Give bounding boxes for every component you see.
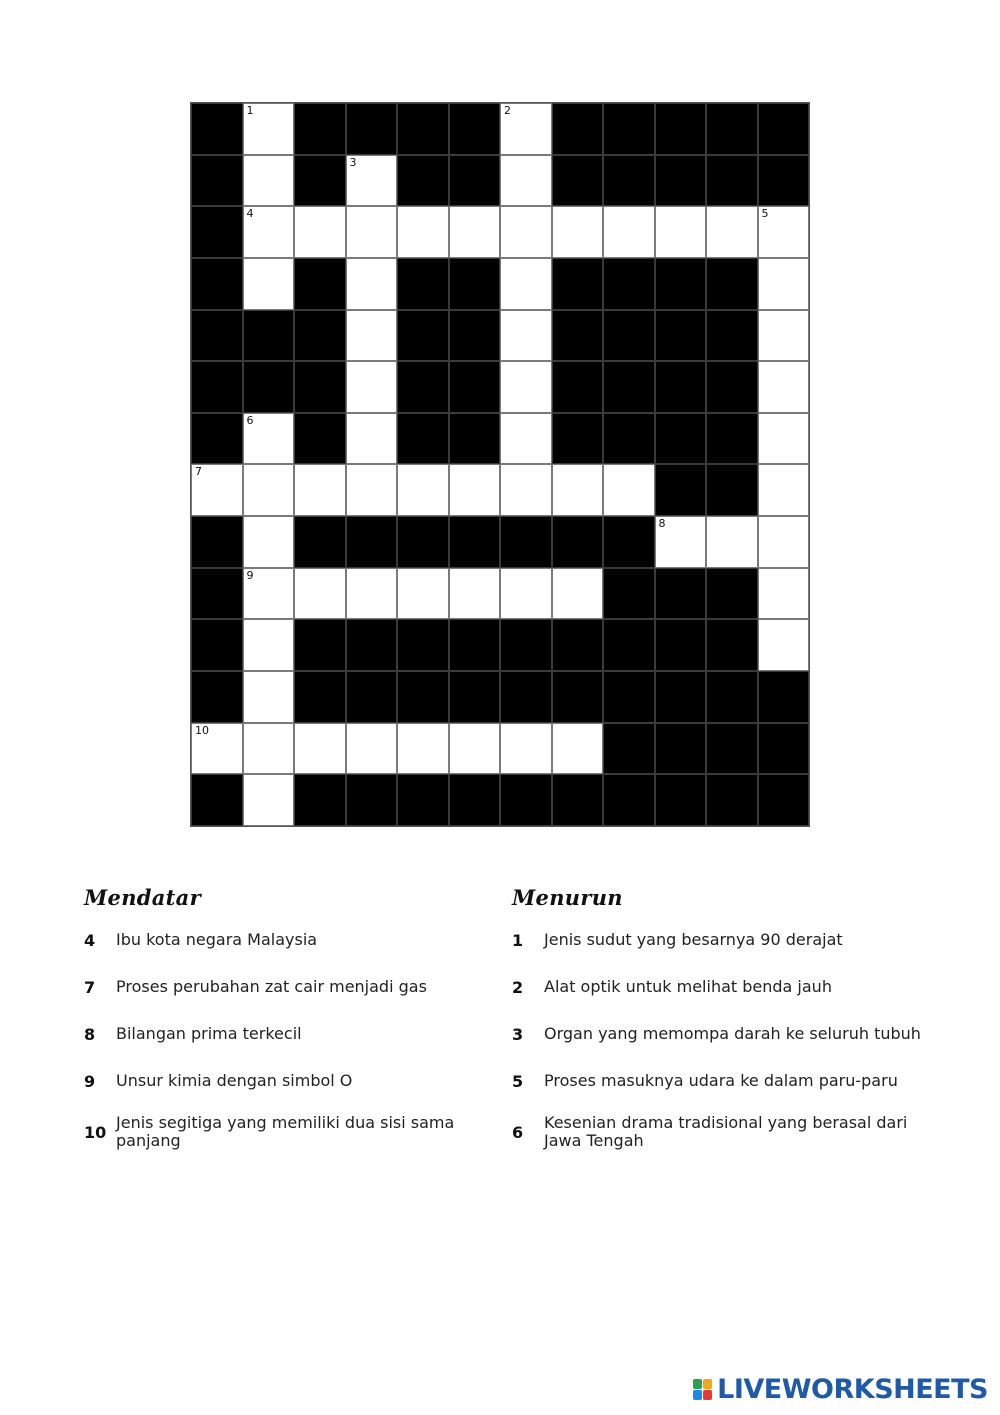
crossword-block [346, 103, 398, 155]
crossword-cell[interactable] [449, 206, 501, 258]
clue-text: Organ yang memompa darah ke seluruh tubuh [544, 1024, 921, 1043]
crossword-block [758, 155, 810, 207]
crossword-block [706, 774, 758, 826]
crossword-cell[interactable] [603, 206, 655, 258]
crossword-cell[interactable] [243, 671, 295, 723]
crossword-block [603, 310, 655, 362]
cell-number: 1 [246, 104, 254, 117]
crossword-block [552, 774, 604, 826]
crossword-block [706, 310, 758, 362]
clue-text: Alat optik untuk melihat benda jauh [544, 977, 832, 996]
crossword-block [294, 413, 346, 465]
crossword-cell[interactable] [500, 723, 552, 775]
crossword-block [655, 619, 707, 671]
crossword-cell[interactable] [243, 258, 295, 310]
crossword-cell[interactable] [243, 155, 295, 207]
crossword-cell[interactable] [243, 774, 295, 826]
crossword-block [603, 258, 655, 310]
crossword-cell[interactable] [346, 155, 398, 207]
logo-square [693, 1390, 702, 1400]
crossword-cell[interactable] [346, 206, 398, 258]
crossword-cell[interactable] [500, 155, 552, 207]
crossword-block [500, 774, 552, 826]
logo-square [693, 1379, 702, 1389]
crossword-cell[interactable] [243, 103, 295, 155]
crossword-block [397, 413, 449, 465]
crossword-block [243, 361, 295, 413]
down-clue [512, 926, 932, 954]
crossword-cell[interactable] [655, 516, 707, 568]
crossword-cell[interactable] [758, 258, 810, 310]
crossword-block [706, 103, 758, 155]
crossword-block [397, 619, 449, 671]
crossword-block [706, 155, 758, 207]
crossword-block [552, 258, 604, 310]
crossword-block [449, 103, 501, 155]
crossword-block [449, 361, 501, 413]
crossword-block [552, 361, 604, 413]
clue-number: 7 [84, 977, 96, 997]
crossword-block [603, 671, 655, 723]
crossword-block [655, 464, 707, 516]
crossword-cell[interactable] [397, 568, 449, 620]
crossword-block [603, 619, 655, 671]
crossword-cell[interactable] [243, 568, 295, 620]
crossword-block [552, 516, 604, 568]
crossword-block [294, 361, 346, 413]
crossword-block [706, 671, 758, 723]
cell-number: 9 [246, 568, 254, 582]
crossword-block [397, 103, 449, 155]
crossword-block [449, 774, 501, 826]
crossword-block [191, 774, 243, 826]
crossword-block [294, 671, 346, 723]
crossword-block [294, 310, 346, 362]
crossword-block [346, 774, 398, 826]
cell-number: 5 [761, 207, 769, 221]
crossword-cell[interactable] [552, 568, 604, 620]
liveworksheets-logo [693, 1374, 988, 1405]
crossword-cell[interactable] [449, 568, 501, 620]
crossword-block [191, 413, 243, 465]
crossword-block [191, 206, 243, 258]
crossword-block [552, 671, 604, 723]
crossword-block [449, 413, 501, 465]
crossword-grid [190, 102, 810, 827]
crossword-cell[interactable] [346, 568, 398, 620]
crossword-cell[interactable] [758, 413, 810, 465]
crossword-block [191, 103, 243, 155]
crossword-cell[interactable] [500, 206, 552, 258]
crossword-block [191, 310, 243, 362]
crossword-block [706, 258, 758, 310]
crossword-cell[interactable] [552, 464, 604, 516]
crossword-cell[interactable] [346, 413, 398, 465]
crossword-block [294, 516, 346, 568]
crossword-block [655, 155, 707, 207]
cell-number: 3 [349, 155, 357, 169]
across-clues [84, 885, 474, 1169]
crossword-cell[interactable] [243, 619, 295, 671]
crossword-cell[interactable] [346, 310, 398, 362]
down-heading: Menurun [512, 885, 623, 910]
crossword-block [294, 258, 346, 310]
crossword-block [397, 258, 449, 310]
crossword-block [655, 103, 707, 155]
cell-number: 7 [195, 465, 202, 479]
crossword-cell[interactable] [243, 413, 295, 465]
down-clue [512, 1067, 932, 1095]
crossword-block [191, 155, 243, 207]
logo-text: LIVEWORKSHEETS [717, 1374, 988, 1405]
crossword-block [758, 671, 810, 723]
crossword-block [294, 774, 346, 826]
crossword-block [603, 568, 655, 620]
across-clue [84, 973, 474, 1001]
crossword-cell[interactable] [758, 361, 810, 413]
crossword-cell[interactable] [758, 310, 810, 362]
crossword-block [706, 619, 758, 671]
across-heading: Mendatar [84, 885, 201, 910]
crossword-cell[interactable] [758, 206, 810, 258]
clue-number: 10 [84, 1122, 107, 1142]
crossword-block [552, 310, 604, 362]
crossword-cell[interactable] [500, 361, 552, 413]
across-clue [84, 1114, 474, 1150]
clue-number: 6 [512, 1122, 524, 1142]
crossword-cell[interactable] [346, 723, 398, 775]
clue-text: Proses perubahan zat cair menjadi gas [116, 977, 427, 996]
crossword-cell[interactable] [243, 464, 295, 516]
crossword-block [603, 516, 655, 568]
crossword-block [655, 361, 707, 413]
crossword-cell[interactable] [706, 516, 758, 568]
crossword-block [603, 361, 655, 413]
crossword-cell[interactable] [294, 723, 346, 775]
down-clue [512, 1114, 932, 1150]
crossword-block [294, 103, 346, 155]
clue-text: Proses masuknya udara ke dalam paru-paru [544, 1071, 898, 1090]
across-clue [84, 1020, 474, 1048]
crossword-cell[interactable] [758, 619, 810, 671]
crossword-block [706, 361, 758, 413]
clue-text: Bilangan prima terkecil [116, 1024, 302, 1043]
logo-square [703, 1379, 712, 1389]
crossword-block [191, 671, 243, 723]
crossword-block [603, 155, 655, 207]
clue-text: Jenis segitiga yang memiliki dua sisi sama panjang [116, 1113, 455, 1150]
crossword-cell[interactable] [552, 206, 604, 258]
crossword-cell[interactable] [655, 206, 707, 258]
clue-number: 4 [84, 930, 96, 950]
crossword-cell[interactable] [758, 516, 810, 568]
crossword-cell[interactable] [500, 103, 552, 155]
crossword-cell[interactable] [243, 516, 295, 568]
crossword-block [552, 619, 604, 671]
crossword-block [500, 516, 552, 568]
crossword-block [191, 619, 243, 671]
across-clue [84, 926, 474, 954]
clue-text: Unsur kimia dengan simbol O [116, 1071, 353, 1090]
clue-text: Kesenian drama tradisional yang berasal dari Jawa Tengah [544, 1113, 908, 1150]
crossword-block [552, 413, 604, 465]
crossword-block [191, 258, 243, 310]
crossword-block [655, 671, 707, 723]
crossword-block [397, 361, 449, 413]
crossword-cell[interactable] [294, 206, 346, 258]
crossword-block [397, 310, 449, 362]
crossword-cell[interactable] [191, 723, 243, 775]
crossword-cell[interactable] [191, 464, 243, 516]
down-clues [512, 885, 932, 1169]
crossword-cell[interactable] [346, 464, 398, 516]
across-clue [84, 1067, 474, 1095]
crossword-block [397, 774, 449, 826]
crossword-block [706, 568, 758, 620]
crossword-block [603, 774, 655, 826]
crossword-block [655, 774, 707, 826]
crossword-block [758, 774, 810, 826]
crossword-cell[interactable] [346, 361, 398, 413]
clue-text: Ibu kota negara Malaysia [116, 930, 318, 949]
crossword-block [449, 671, 501, 723]
crossword-cell[interactable] [500, 310, 552, 362]
crossword-block [191, 361, 243, 413]
crossword-cell[interactable] [449, 723, 501, 775]
crossword-cell[interactable] [449, 464, 501, 516]
crossword-block [397, 671, 449, 723]
crossword-block [191, 516, 243, 568]
crossword-block [346, 619, 398, 671]
crossword-block [346, 516, 398, 568]
crossword-block [294, 619, 346, 671]
crossword-cell[interactable] [500, 413, 552, 465]
crossword-block [397, 155, 449, 207]
crossword-cell[interactable] [397, 206, 449, 258]
crossword-block [397, 516, 449, 568]
crossword-block [294, 155, 346, 207]
clue-number: 3 [512, 1024, 524, 1044]
crossword-block [655, 310, 707, 362]
crossword-block [603, 723, 655, 775]
crossword-block [655, 413, 707, 465]
crossword-block [500, 619, 552, 671]
crossword-block [552, 103, 604, 155]
clue-text: Jenis sudut yang besarnya 90 derajat [544, 930, 843, 949]
crossword-cell[interactable] [243, 723, 295, 775]
crossword-cell[interactable] [500, 568, 552, 620]
crossword-block [243, 310, 295, 362]
clue-number: 9 [84, 1071, 96, 1091]
crossword-block [706, 413, 758, 465]
crossword-cell[interactable] [397, 464, 449, 516]
crossword-cell[interactable] [603, 464, 655, 516]
cell-number: 8 [658, 517, 666, 531]
crossword-cell[interactable] [294, 464, 346, 516]
crossword-block [655, 568, 707, 620]
crossword-block [449, 619, 501, 671]
crossword-cell[interactable] [500, 464, 552, 516]
crossword-block [449, 516, 501, 568]
crossword-block [655, 723, 707, 775]
crossword-cell[interactable] [346, 258, 398, 310]
crossword-block [706, 723, 758, 775]
crossword-block [655, 258, 707, 310]
crossword-block [449, 310, 501, 362]
crossword-cell[interactable] [758, 464, 810, 516]
clue-number: 8 [84, 1024, 96, 1044]
crossword-block [552, 155, 604, 207]
crossword-cell[interactable] [500, 258, 552, 310]
cell-number: 10 [195, 723, 209, 737]
crossword-cell[interactable] [243, 206, 295, 258]
crossword-block [758, 103, 810, 155]
crossword-cell[interactable] [397, 723, 449, 775]
logo-square [703, 1390, 712, 1400]
crossword-block [706, 464, 758, 516]
crossword-cell[interactable] [552, 723, 604, 775]
cell-number: 2 [504, 104, 511, 117]
down-clue [512, 1020, 932, 1048]
crossword-block [603, 103, 655, 155]
clue-number: 5 [512, 1071, 524, 1091]
crossword-cell[interactable] [758, 568, 810, 620]
clue-number: 1 [512, 930, 524, 950]
down-clue [512, 973, 932, 1001]
cell-number: 4 [246, 207, 254, 221]
crossword-block [603, 413, 655, 465]
crossword-cell[interactable] [294, 568, 346, 620]
crossword-cell[interactable] [706, 206, 758, 258]
crossword-block [500, 671, 552, 723]
crossword-block [346, 671, 398, 723]
crossword-block [758, 723, 810, 775]
cell-number: 6 [246, 413, 254, 427]
clue-number: 2 [512, 977, 524, 997]
crossword-block [449, 258, 501, 310]
crossword-block [191, 568, 243, 620]
logo-mark-icon [693, 1379, 713, 1401]
crossword-block [449, 155, 501, 207]
